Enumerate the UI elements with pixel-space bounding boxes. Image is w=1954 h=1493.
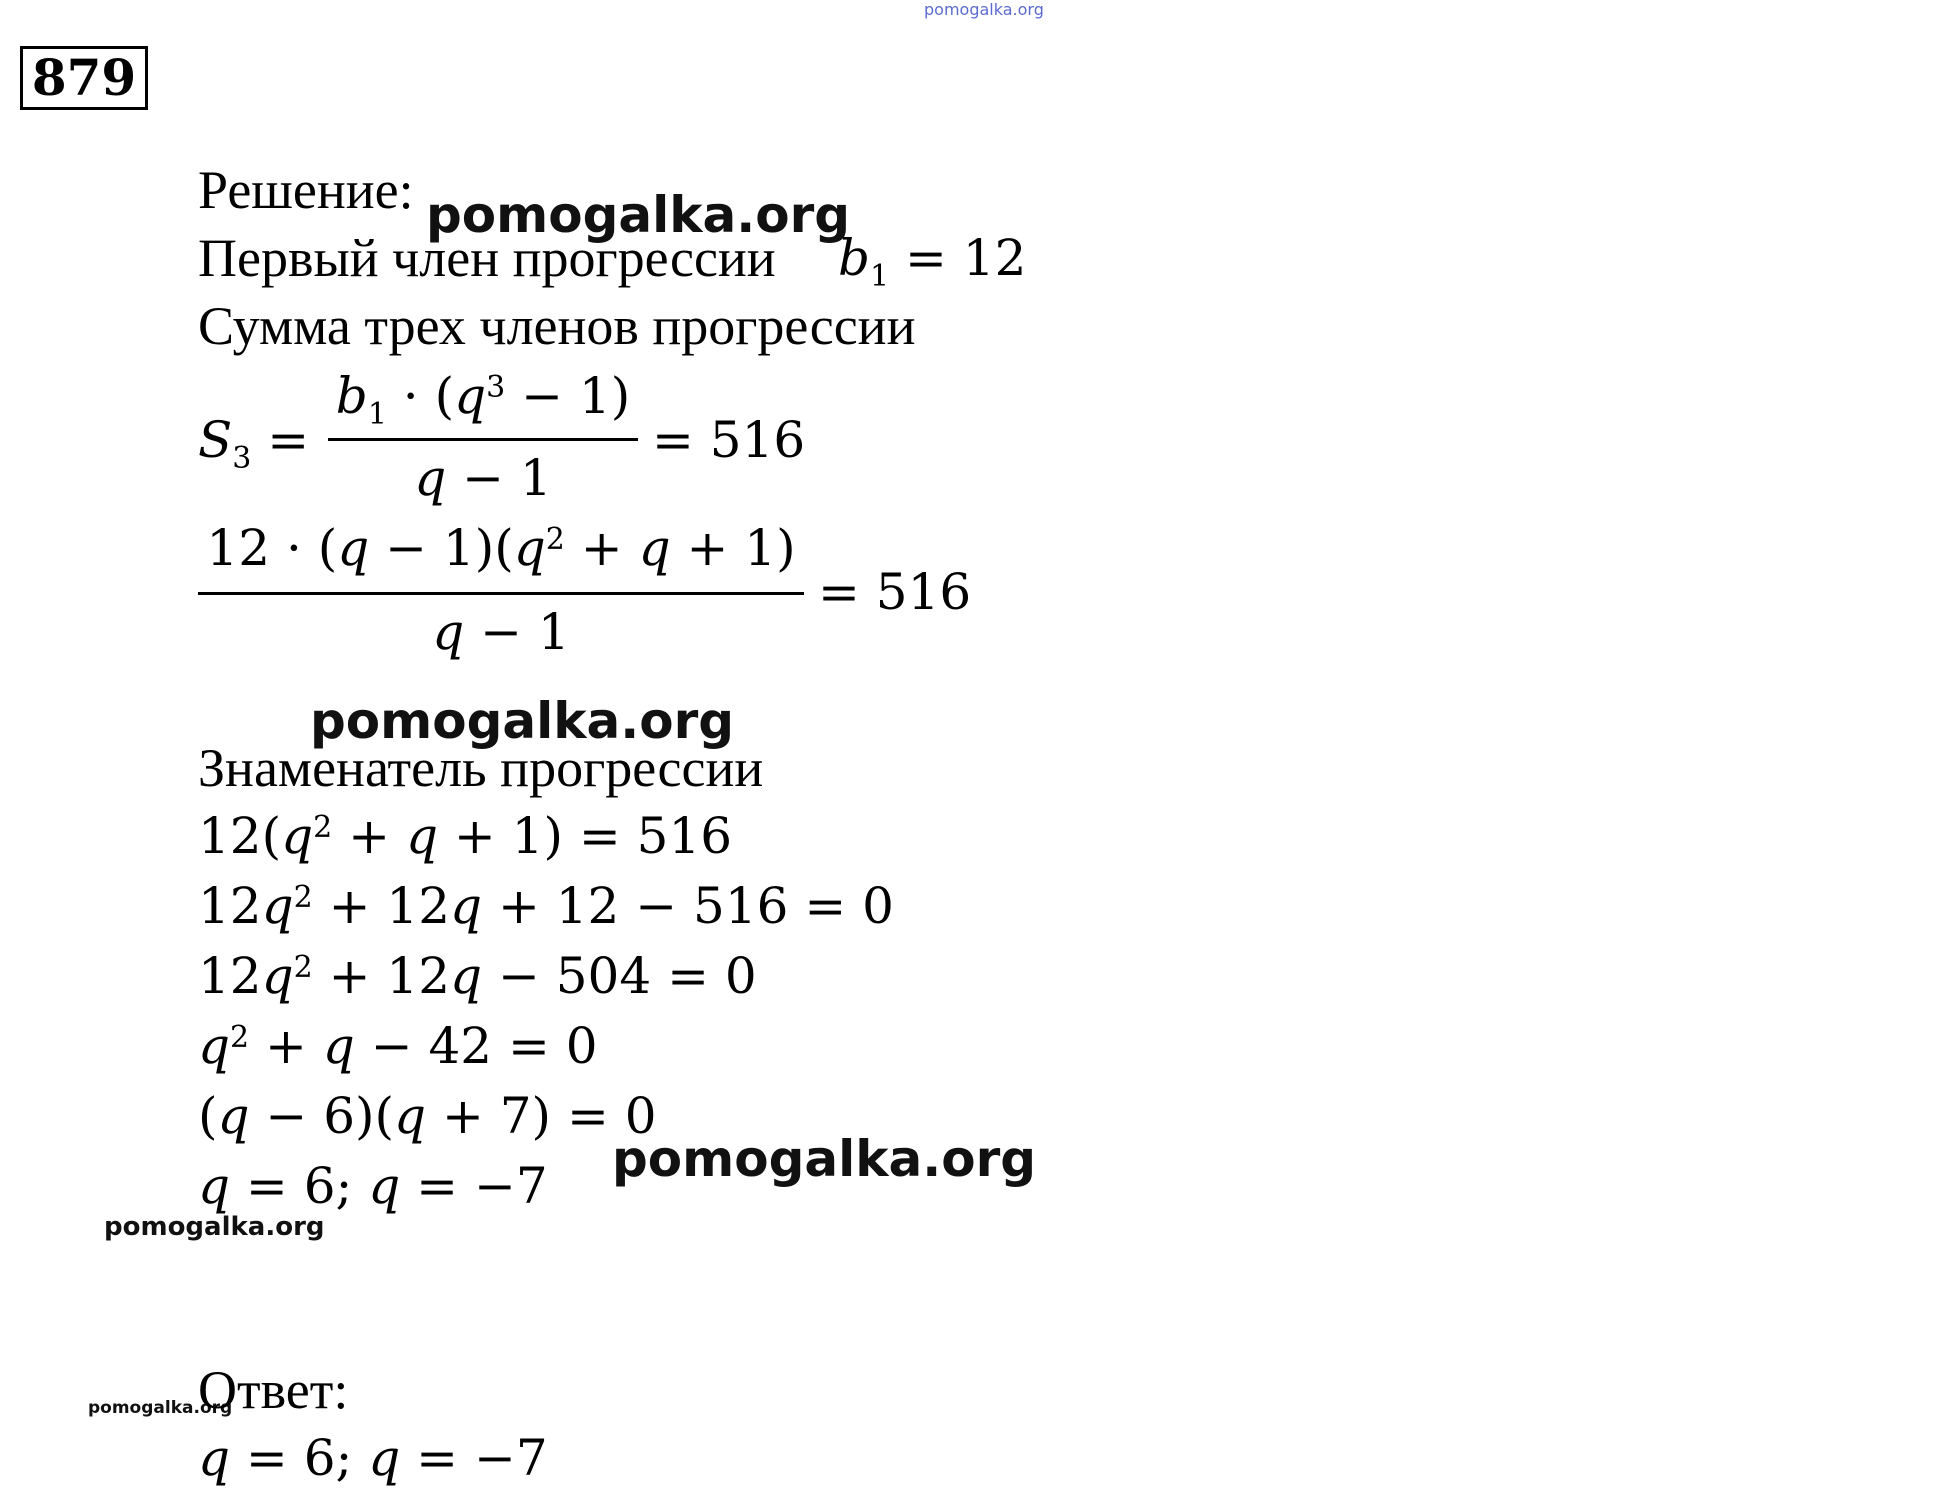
- step-4: $q^2 + q - 42 = 0$: [198, 1017, 598, 1075]
- watermark-1: pomogalka.org: [426, 186, 851, 244]
- sum-fraction-bar: [328, 438, 638, 441]
- step-1: $12(q^2 + q + 1) = 516$: [198, 807, 733, 865]
- eq2-rhs: = 516: [818, 563, 972, 621]
- eq2-fraction-bar: [198, 592, 804, 595]
- answer: q = 6; q = −7: [198, 1429, 548, 1487]
- problem-number: 879: [20, 46, 148, 110]
- eq2-numerator: $12 \cdot (q - 1)(q^2 + q + 1)$: [206, 519, 796, 577]
- sum-formula-lhs: $S_3$ =: [198, 411, 310, 476]
- answer-label: Ответ:: [198, 1360, 349, 1420]
- watermark-5: pomogalka.org: [88, 1398, 233, 1418]
- step-5: (q − 6)(q + 7) = 0: [198, 1087, 657, 1145]
- watermark-2: pomogalka.org: [310, 692, 735, 750]
- watermark-3: pomogalka.org: [612, 1130, 1037, 1188]
- watermark-4: pomogalka.org: [104, 1212, 325, 1242]
- sum-formula-numerator: $b_1 \cdot (q^3 - 1)$: [335, 367, 631, 432]
- sum-formula-denominator: q − 1: [414, 449, 552, 507]
- step-6: q = 6; q = −7: [198, 1157, 548, 1215]
- first-term-text: Первый член прогрессии: [198, 228, 776, 288]
- eq2-denominator: q − 1: [432, 603, 570, 661]
- ratio-label: Знаменатель прогрессии: [198, 738, 764, 798]
- sum-label: Сумма трех членов прогрессии: [198, 296, 916, 356]
- solution-label: Решение:: [198, 160, 414, 220]
- step-2: $12q^2 + 12q + 12 - 516 = 0$: [198, 877, 894, 935]
- sum-formula-rhs: = 516: [652, 411, 806, 469]
- watermark-top: pomogalka.org: [924, 0, 1044, 19]
- first-term-formula: $b_1 = 12$: [838, 229, 1027, 294]
- step-3: $12q^2 + 12q - 504 = 0$: [198, 947, 757, 1005]
